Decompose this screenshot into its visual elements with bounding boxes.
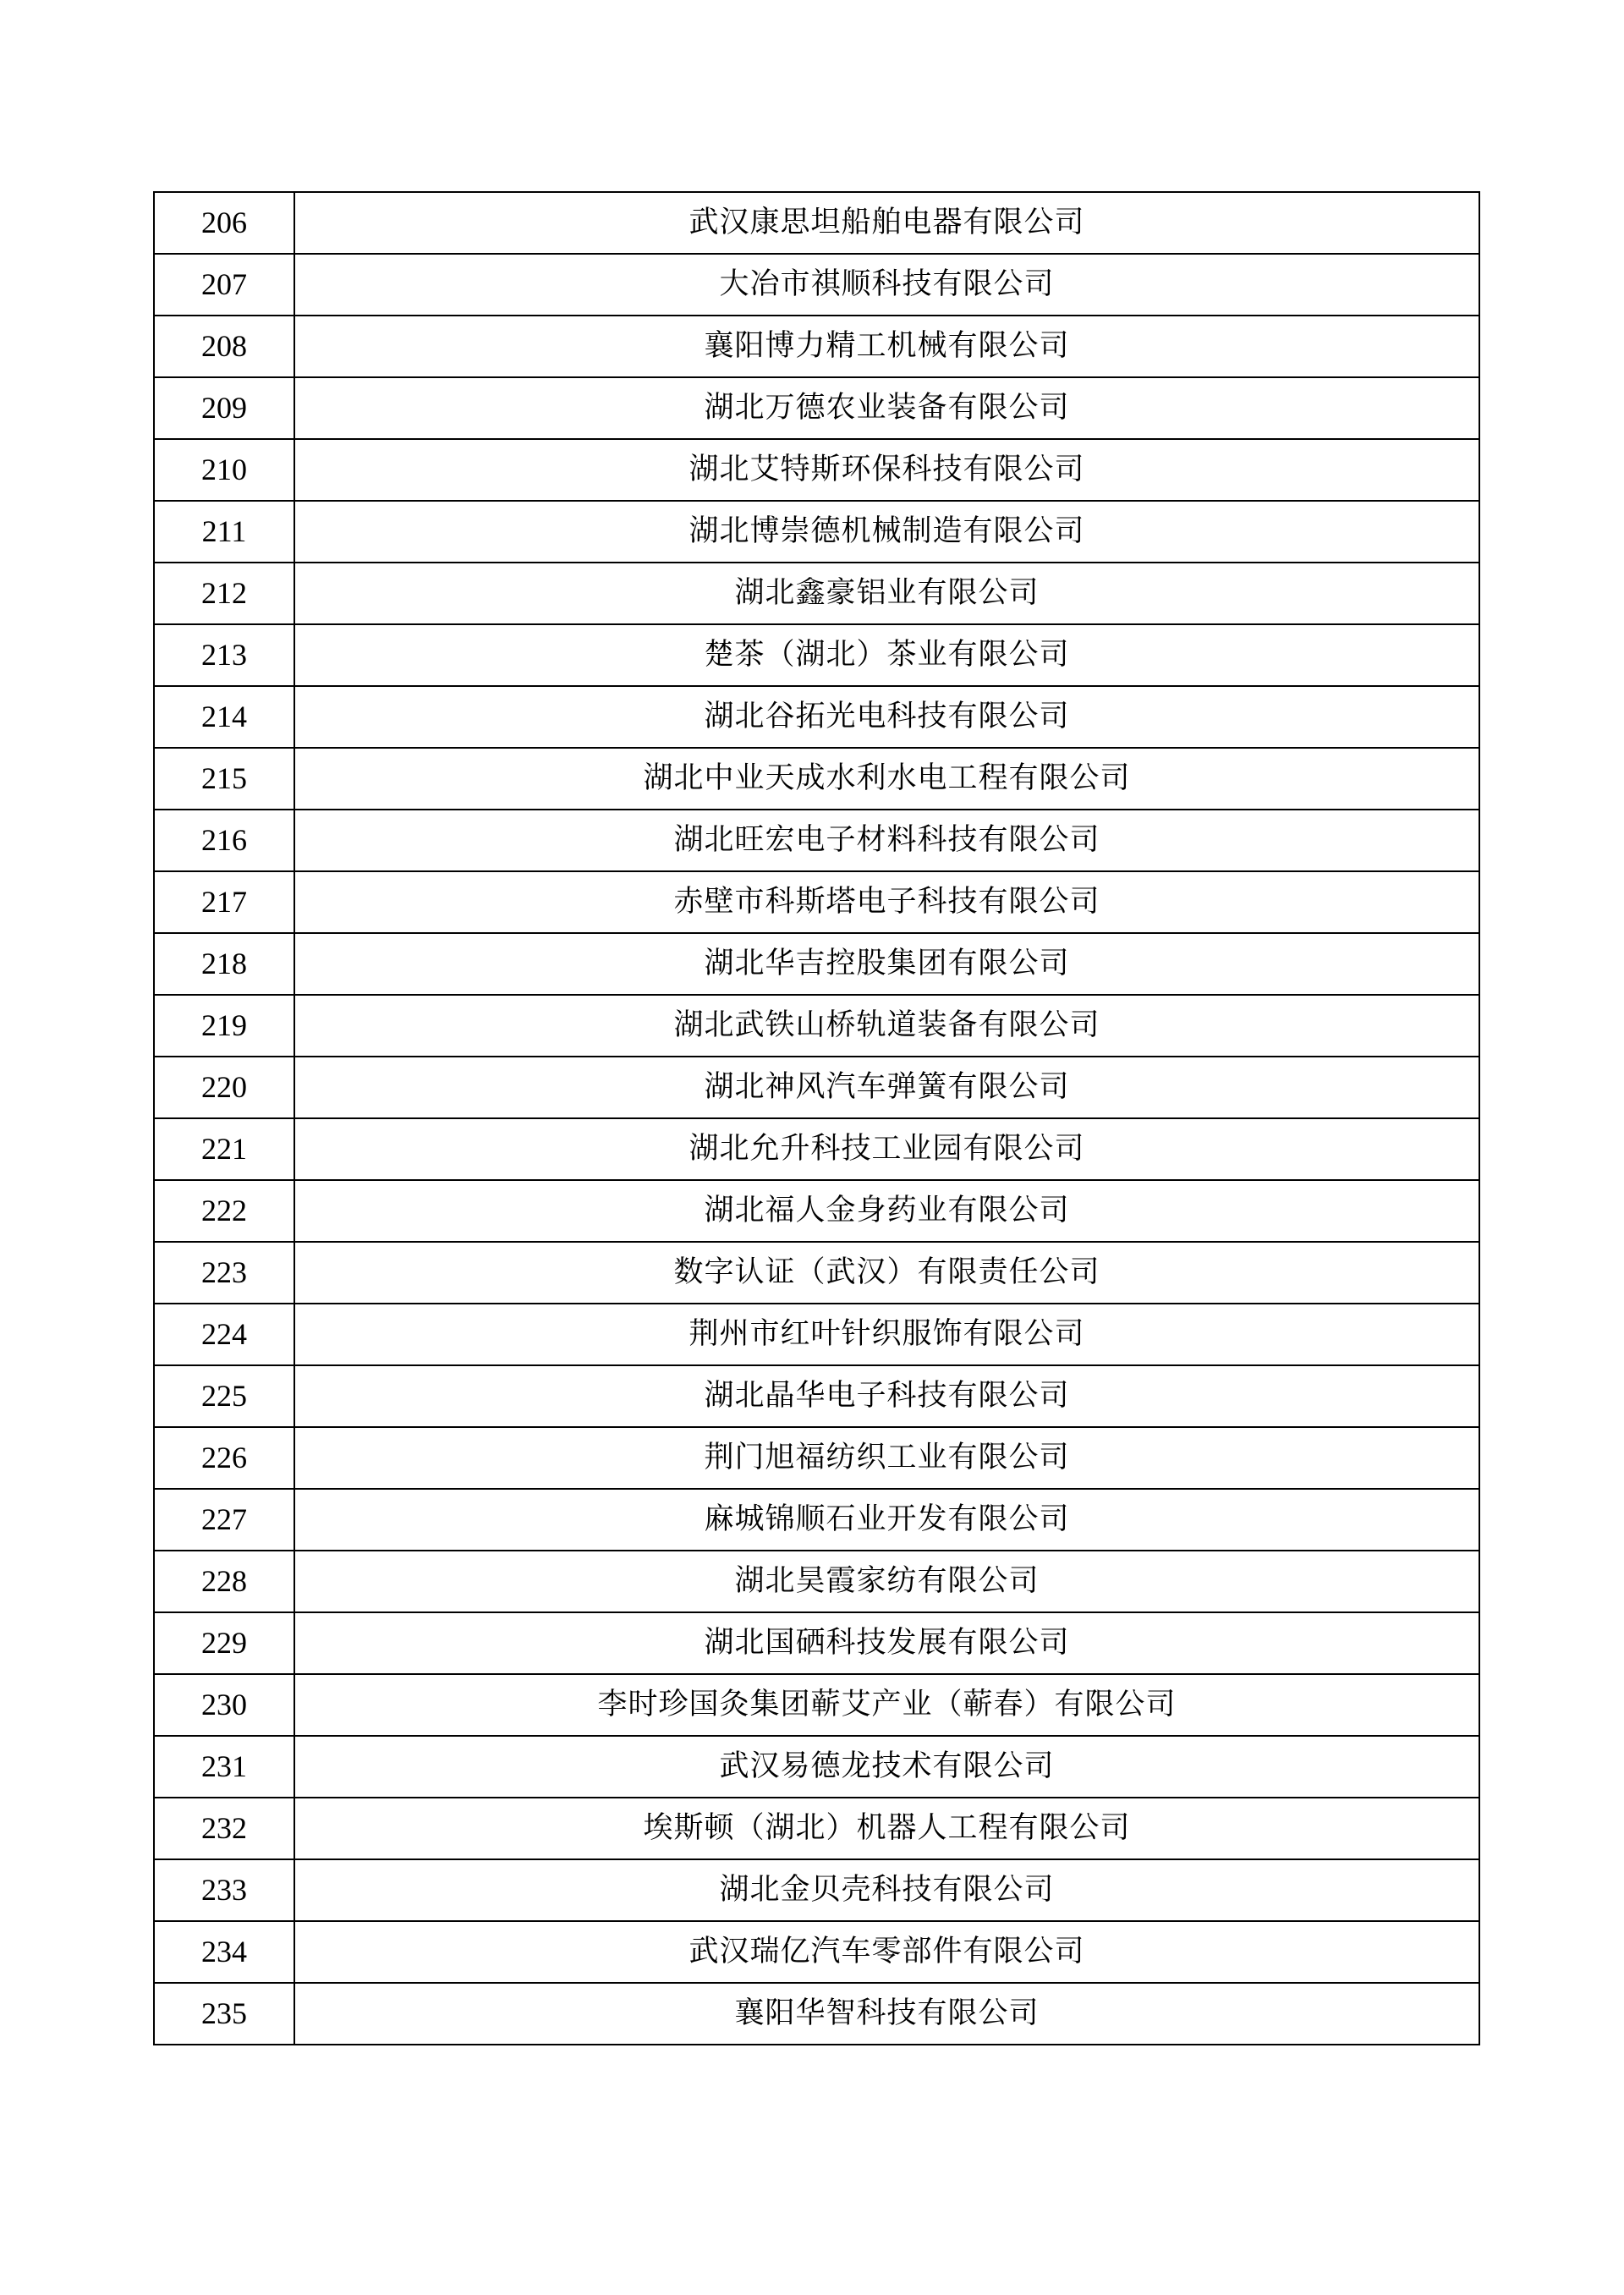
company-name: 湖北武铁山桥轨道装备有限公司 <box>294 995 1479 1057</box>
company-name: 李时珍国灸集团蕲艾产业（蕲春）有限公司 <box>294 1674 1479 1736</box>
table-row <box>154 1798 1479 1859</box>
table-row <box>154 1736 1479 1798</box>
row-number: 225 <box>154 1365 294 1427</box>
table-row <box>154 1427 1479 1489</box>
company-list-body <box>154 192 1479 2045</box>
row-number: 226 <box>154 1427 294 1489</box>
table-row <box>154 1180 1479 1242</box>
row-number: 231 <box>154 1736 294 1798</box>
company-name: 湖北华吉控股集团有限公司 <box>294 933 1479 995</box>
table-row <box>154 748 1479 810</box>
company-name: 楚茶（湖北）茶业有限公司 <box>294 624 1479 686</box>
company-list-table <box>153 191 1480 2045</box>
row-number: 224 <box>154 1304 294 1365</box>
table-row <box>154 316 1479 377</box>
row-number: 223 <box>154 1242 294 1304</box>
company-name: 数字认证（武汉）有限责任公司 <box>294 1242 1479 1304</box>
row-number: 211 <box>154 501 294 563</box>
table-row <box>154 624 1479 686</box>
row-number: 209 <box>154 377 294 439</box>
company-name: 襄阳博力精工机械有限公司 <box>294 316 1479 377</box>
row-number: 234 <box>154 1921 294 1983</box>
row-number: 206 <box>154 192 294 254</box>
company-name: 湖北允升科技工业园有限公司 <box>294 1118 1479 1180</box>
table-row <box>154 439 1479 501</box>
row-number: 227 <box>154 1489 294 1551</box>
company-name: 大冶市祺顺科技有限公司 <box>294 254 1479 316</box>
table-row <box>154 686 1479 748</box>
company-name: 麻城锦顺石业开发有限公司 <box>294 1489 1479 1551</box>
row-number: 207 <box>154 254 294 316</box>
table-row <box>154 1489 1479 1551</box>
row-number: 221 <box>154 1118 294 1180</box>
row-number: 233 <box>154 1859 294 1921</box>
row-number: 222 <box>154 1180 294 1242</box>
row-number: 214 <box>154 686 294 748</box>
company-name: 湖北福人金身药业有限公司 <box>294 1180 1479 1242</box>
row-number: 218 <box>154 933 294 995</box>
row-number: 232 <box>154 1798 294 1859</box>
company-name: 湖北晶华电子科技有限公司 <box>294 1365 1479 1427</box>
table-row <box>154 1859 1479 1921</box>
row-number: 235 <box>154 1983 294 2045</box>
row-number: 228 <box>154 1551 294 1612</box>
company-name: 埃斯顿（湖北）机器人工程有限公司 <box>294 1798 1479 1859</box>
company-name: 湖北金贝壳科技有限公司 <box>294 1859 1479 1921</box>
table-row <box>154 1612 1479 1674</box>
row-number: 230 <box>154 1674 294 1736</box>
table-row <box>154 1921 1479 1983</box>
company-name: 湖北艾特斯环保科技有限公司 <box>294 439 1479 501</box>
table-row <box>154 192 1479 254</box>
company-name: 湖北谷拓光电科技有限公司 <box>294 686 1479 748</box>
table-row <box>154 933 1479 995</box>
table-row <box>154 1551 1479 1612</box>
company-name: 湖北昊霞家纺有限公司 <box>294 1551 1479 1612</box>
company-name: 湖北中业天成水利水电工程有限公司 <box>294 748 1479 810</box>
table-row <box>154 1674 1479 1736</box>
row-number: 210 <box>154 439 294 501</box>
table-row <box>154 501 1479 563</box>
company-name: 湖北神风汽车弹簧有限公司 <box>294 1057 1479 1118</box>
company-name: 湖北旺宏电子材料科技有限公司 <box>294 810 1479 871</box>
row-number: 215 <box>154 748 294 810</box>
company-name: 湖北鑫豪铝业有限公司 <box>294 563 1479 624</box>
table-row <box>154 563 1479 624</box>
table-row <box>154 1365 1479 1427</box>
table-row <box>154 871 1479 933</box>
table-row <box>154 1304 1479 1365</box>
table-row <box>154 377 1479 439</box>
company-name: 湖北博崇德机械制造有限公司 <box>294 501 1479 563</box>
company-name: 武汉康思坦船舶电器有限公司 <box>294 192 1479 254</box>
row-number: 219 <box>154 995 294 1057</box>
table-row <box>154 254 1479 316</box>
row-number: 208 <box>154 316 294 377</box>
row-number: 217 <box>154 871 294 933</box>
table-row <box>154 1118 1479 1180</box>
table-row <box>154 1983 1479 2045</box>
company-name: 湖北万德农业装备有限公司 <box>294 377 1479 439</box>
company-name: 赤壁市科斯塔电子科技有限公司 <box>294 871 1479 933</box>
row-number: 216 <box>154 810 294 871</box>
table-row <box>154 1057 1479 1118</box>
row-number: 212 <box>154 563 294 624</box>
company-name: 湖北国硒科技发展有限公司 <box>294 1612 1479 1674</box>
company-name: 襄阳华智科技有限公司 <box>294 1983 1479 2045</box>
company-name: 荆州市红叶针织服饰有限公司 <box>294 1304 1479 1365</box>
row-number: 213 <box>154 624 294 686</box>
row-number: 229 <box>154 1612 294 1674</box>
table-row <box>154 810 1479 871</box>
table-row <box>154 1242 1479 1304</box>
company-name: 武汉易德龙技术有限公司 <box>294 1736 1479 1798</box>
row-number: 220 <box>154 1057 294 1118</box>
table-row <box>154 995 1479 1057</box>
company-name: 武汉瑞亿汽车零部件有限公司 <box>294 1921 1479 1983</box>
company-name: 荆门旭福纺织工业有限公司 <box>294 1427 1479 1489</box>
